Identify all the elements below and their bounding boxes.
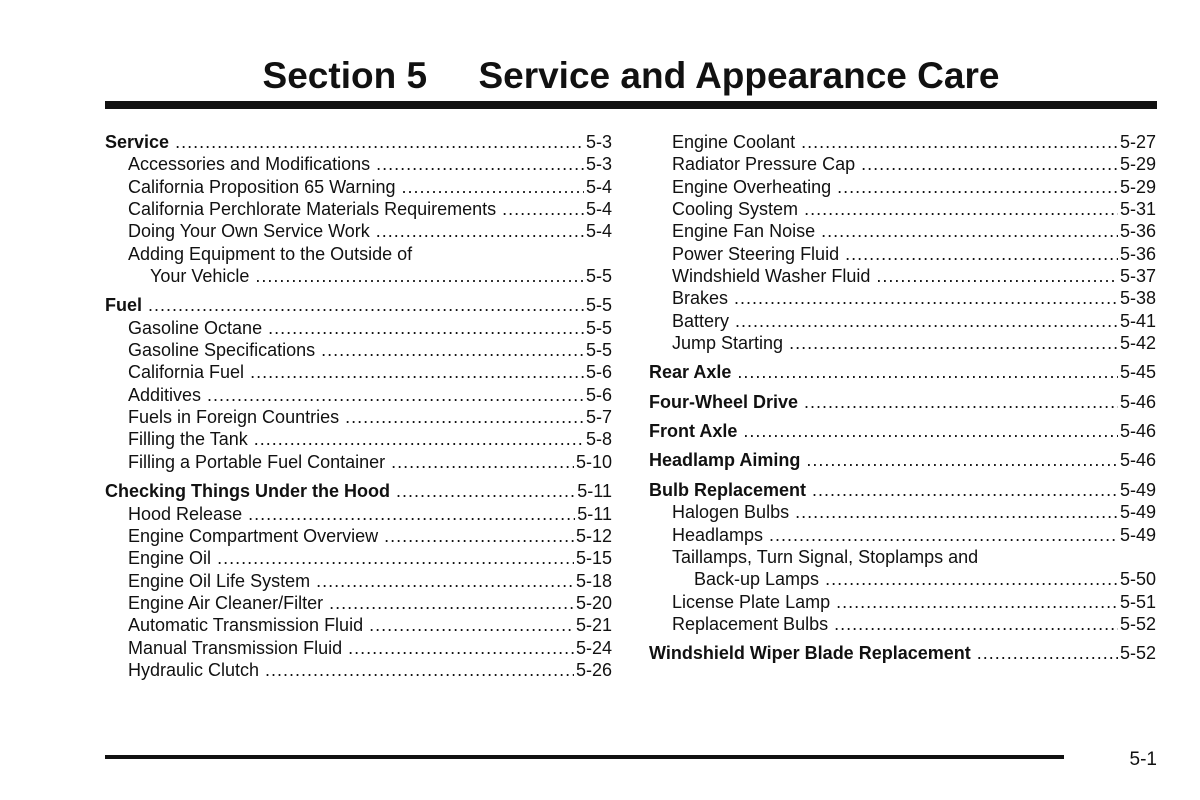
toc-entry[interactable] xyxy=(105,570,612,592)
toc-entry-label: Additives xyxy=(128,384,202,405)
toc-left-column xyxy=(105,131,612,681)
toc-page-number: 5-5 xyxy=(585,295,612,316)
toc-page-number: 5-46 xyxy=(1119,421,1156,442)
dot-leader xyxy=(391,451,574,473)
toc-entry[interactable] xyxy=(105,637,612,659)
dot-leader xyxy=(502,198,584,220)
toc-entry-label: Filling the Tank xyxy=(128,429,248,450)
toc-section-heading[interactable] xyxy=(649,449,1156,471)
toc-entry[interactable] xyxy=(105,406,612,428)
toc-page-number: 5-38 xyxy=(1119,288,1156,309)
toc-entry-label: Adding Equipment to the Outside of xyxy=(128,243,413,264)
toc-page-number: 5-4 xyxy=(585,199,612,220)
toc-page-number: 5-31 xyxy=(1119,199,1156,220)
dot-leader xyxy=(845,243,1118,265)
toc-entry-label: License Plate Lamp xyxy=(672,591,831,612)
toc-section-heading[interactable] xyxy=(105,131,612,153)
toc-entry-label: Engine Air Cleaner/Filter xyxy=(128,592,324,613)
toc-page-number: 5-49 xyxy=(1119,502,1156,523)
toc-entry-label: Fuels in Foreign Countries xyxy=(128,407,340,428)
toc-page-number: 5-24 xyxy=(575,637,612,658)
dot-leader xyxy=(369,614,574,636)
toc-entry-label: Your Vehicle xyxy=(150,266,250,287)
toc-entry[interactable] xyxy=(105,265,612,287)
toc-page-number: 5-21 xyxy=(575,615,612,636)
toc-entry-label: Four-Wheel Drive xyxy=(649,391,799,412)
toc-entry[interactable] xyxy=(649,546,1156,568)
toc-page-number: 5-6 xyxy=(585,362,612,383)
toc-page-number: 5-29 xyxy=(1119,176,1156,197)
dot-leader xyxy=(321,339,584,361)
toc-entry-label: Accessories and Modifications xyxy=(128,154,371,175)
toc-entry-label: Engine Oil xyxy=(128,548,212,569)
toc-entry[interactable] xyxy=(649,310,1156,332)
toc-page-number: 5-41 xyxy=(1119,310,1156,331)
toc-entry[interactable] xyxy=(105,361,612,383)
toc-page-number: 5-4 xyxy=(585,221,612,242)
dot-leader xyxy=(376,220,584,242)
toc-page-number: 5-45 xyxy=(1119,362,1156,383)
toc-entry[interactable] xyxy=(105,384,612,406)
toc-entry[interactable] xyxy=(649,220,1156,242)
dot-leader xyxy=(795,501,1118,523)
toc-entry[interactable] xyxy=(649,131,1156,153)
dot-leader xyxy=(804,198,1118,220)
toc-page-number: 5-50 xyxy=(1119,569,1156,590)
page-title: Section 5 Service and Appearance Care xyxy=(262,55,1000,96)
toc-entry-label: California Fuel xyxy=(128,362,245,383)
toc-page-number: 5-27 xyxy=(1119,132,1156,152)
dot-leader xyxy=(769,524,1118,546)
toc-page-number: 5-10 xyxy=(575,451,612,472)
toc-entry[interactable] xyxy=(105,659,612,681)
toc-section-heading[interactable] xyxy=(649,642,1156,664)
toc-page-number: 5-42 xyxy=(1119,333,1156,354)
toc-entry-label: Gasoline Octane xyxy=(128,317,263,338)
toc-page-number: 5-37 xyxy=(1119,266,1156,287)
dot-leader xyxy=(316,570,574,592)
toc-entry-label: Engine Overheating xyxy=(672,176,832,197)
toc-entry[interactable] xyxy=(105,317,612,339)
toc-entry[interactable] xyxy=(105,153,612,175)
toc-entry[interactable] xyxy=(105,243,612,265)
toc-entry-label: Fuel xyxy=(105,295,143,316)
toc-page-number: 5-5 xyxy=(585,340,612,361)
toc-section-heading[interactable] xyxy=(649,479,1156,501)
dot-leader xyxy=(735,310,1118,332)
toc-entry[interactable] xyxy=(649,568,1156,590)
toc-entry[interactable] xyxy=(105,525,612,547)
toc-page-number: 5-3 xyxy=(585,132,612,152)
dot-leader xyxy=(861,153,1118,175)
toc-entry-label: Jump Starting xyxy=(672,333,784,354)
toc-entry[interactable] xyxy=(105,176,612,198)
toc-page-number: 5-15 xyxy=(575,548,612,569)
toc-page-number: 5-7 xyxy=(585,407,612,428)
toc-entry-label: Engine Compartment Overview xyxy=(128,525,379,546)
dot-leader xyxy=(836,591,1118,613)
toc-entry[interactable] xyxy=(105,428,612,450)
toc-section-heading[interactable] xyxy=(105,480,612,502)
toc-entry-label: Battery xyxy=(672,310,730,331)
toc-entry[interactable] xyxy=(105,339,612,361)
footer-rule xyxy=(105,755,1064,759)
toc-entry-label: Windshield Washer Fluid xyxy=(672,266,871,287)
dot-leader xyxy=(401,176,584,198)
toc-entry-label: Automatic Transmission Fluid xyxy=(128,615,364,636)
dot-leader xyxy=(329,592,574,614)
toc-entry-label: Cooling System xyxy=(672,199,799,220)
toc-entry[interactable] xyxy=(649,613,1156,635)
dot-leader xyxy=(812,479,1118,501)
toc-entry-label: Engine Coolant xyxy=(672,132,796,152)
toc-page-number: 5-6 xyxy=(585,384,612,405)
toc-entry-label: Brakes xyxy=(672,288,729,309)
toc-entry-label: Back-up Lamps xyxy=(694,569,820,590)
toc-entry-label: California Proposition 65 Warning xyxy=(128,176,396,197)
dot-leader xyxy=(217,547,574,569)
toc-entry[interactable] xyxy=(649,591,1156,613)
toc-section-heading[interactable] xyxy=(649,361,1156,383)
dot-leader xyxy=(250,361,584,383)
dot-leader xyxy=(821,220,1118,242)
toc-entry-label: Headlamps xyxy=(672,524,764,545)
toc-entry[interactable] xyxy=(649,524,1156,546)
toc-entry-label: Power Steering Fluid xyxy=(672,243,840,264)
dot-leader xyxy=(254,428,584,450)
dot-leader xyxy=(977,642,1118,664)
toc-page-number: 5-18 xyxy=(575,570,612,591)
dot-leader xyxy=(801,131,1118,153)
toc-section-heading[interactable] xyxy=(649,391,1156,413)
toc-entry-label: Filling a Portable Fuel Container xyxy=(128,451,386,472)
toc-entry-label: Hood Release xyxy=(128,503,243,524)
toc-page-number: 5-29 xyxy=(1119,154,1156,175)
title-rule xyxy=(105,101,1157,109)
toc-entry-label: Headlamp Aiming xyxy=(649,450,801,471)
toc-page-number: 5-26 xyxy=(575,659,612,680)
toc-entry-label: Bulb Replacement xyxy=(649,479,807,500)
toc-entry-label: Windshield Wiper Blade Replacement xyxy=(649,643,971,664)
toc-entry[interactable] xyxy=(105,503,612,525)
dot-leader xyxy=(743,420,1118,442)
dot-leader xyxy=(248,503,575,525)
toc-entry[interactable] xyxy=(649,153,1156,175)
toc-entry-label: Rear Axle xyxy=(649,362,732,383)
dot-leader xyxy=(348,637,574,659)
toc-page-number: 5-46 xyxy=(1119,450,1156,471)
dot-leader xyxy=(737,361,1118,383)
toc-page-number: 5-3 xyxy=(585,154,612,175)
dot-leader xyxy=(876,265,1118,287)
dot-leader xyxy=(734,287,1118,309)
dot-leader xyxy=(255,265,584,287)
dot-leader xyxy=(396,480,575,502)
dot-leader xyxy=(834,613,1118,635)
dot-leader xyxy=(376,153,584,175)
toc-entry[interactable] xyxy=(649,265,1156,287)
toc-entry-label: Checking Things Under the Hood xyxy=(105,481,391,502)
toc-section-heading[interactable] xyxy=(649,420,1156,442)
toc-entry-label: Manual Transmission Fluid xyxy=(128,637,343,658)
toc-entry[interactable] xyxy=(649,198,1156,220)
toc-entry-label: Doing Your Own Service Work xyxy=(128,221,370,242)
dot-leader xyxy=(789,332,1118,354)
dot-leader xyxy=(806,449,1118,471)
toc-entry[interactable] xyxy=(649,243,1156,265)
toc-page-number: 5-49 xyxy=(1119,479,1156,500)
toc-entry-label: California Perchlorate Materials Requirements xyxy=(128,199,497,220)
dot-leader xyxy=(148,294,584,316)
toc-entry[interactable] xyxy=(649,176,1156,198)
toc-page-number: 5-11 xyxy=(577,503,612,524)
toc-entry[interactable] xyxy=(649,287,1156,309)
toc-entry[interactable] xyxy=(649,501,1156,523)
dot-leader xyxy=(345,406,584,428)
dot-leader xyxy=(268,317,584,339)
toc-page-number: 5-5 xyxy=(585,317,612,338)
toc-page-number: 5-12 xyxy=(575,525,612,546)
toc-entry-label: Halogen Bulbs xyxy=(672,502,790,523)
dot-leader xyxy=(825,568,1118,590)
toc-entry-label: Taillamps, Turn Signal, Stoplamps and xyxy=(672,546,979,567)
toc-page-number: 5-20 xyxy=(575,592,612,613)
toc-section-heading[interactable] xyxy=(105,294,612,316)
toc-entry[interactable] xyxy=(105,220,612,242)
toc-page-number: 5-8 xyxy=(585,429,612,450)
toc-page-number: 5-46 xyxy=(1119,391,1156,412)
toc-entry-label: Engine Oil Life System xyxy=(128,570,311,591)
toc-page-number: 5-11 xyxy=(577,481,612,502)
toc-page-number: 5-36 xyxy=(1119,221,1156,242)
toc-entry[interactable] xyxy=(105,614,612,636)
toc-entry[interactable] xyxy=(105,592,612,614)
dot-leader xyxy=(175,131,584,153)
toc-entry[interactable] xyxy=(105,547,612,569)
toc-page-number: 5-49 xyxy=(1119,524,1156,545)
toc-entry-label: Hydraulic Clutch xyxy=(128,659,260,680)
toc-page-number: 5-52 xyxy=(1119,613,1156,634)
toc-page-number: 5-5 xyxy=(585,266,612,287)
toc-entry[interactable] xyxy=(649,332,1156,354)
toc-entry[interactable] xyxy=(105,451,612,473)
toc-entry[interactable] xyxy=(105,198,612,220)
toc-entry-label: Engine Fan Noise xyxy=(672,221,816,242)
dot-leader xyxy=(265,659,574,681)
toc-entry-label: Front Axle xyxy=(649,421,738,442)
page-number: 5-1 xyxy=(1129,749,1157,770)
toc-entry-label: Service xyxy=(105,132,170,152)
dot-leader xyxy=(804,391,1118,413)
dot-leader xyxy=(837,176,1118,198)
toc-entry-label: Radiator Pressure Cap xyxy=(672,154,856,175)
dot-leader xyxy=(207,384,584,406)
toc-page-number: 5-52 xyxy=(1119,643,1156,664)
toc-page-number: 5-36 xyxy=(1119,243,1156,264)
toc-page-number: 5-51 xyxy=(1119,591,1156,612)
dot-leader xyxy=(384,525,574,547)
toc-right-column xyxy=(649,131,1156,665)
toc-page-number: 5-4 xyxy=(585,176,612,197)
toc-entry-label: Gasoline Specifications xyxy=(128,340,316,361)
toc-entry-label: Replacement Bulbs xyxy=(672,613,829,634)
